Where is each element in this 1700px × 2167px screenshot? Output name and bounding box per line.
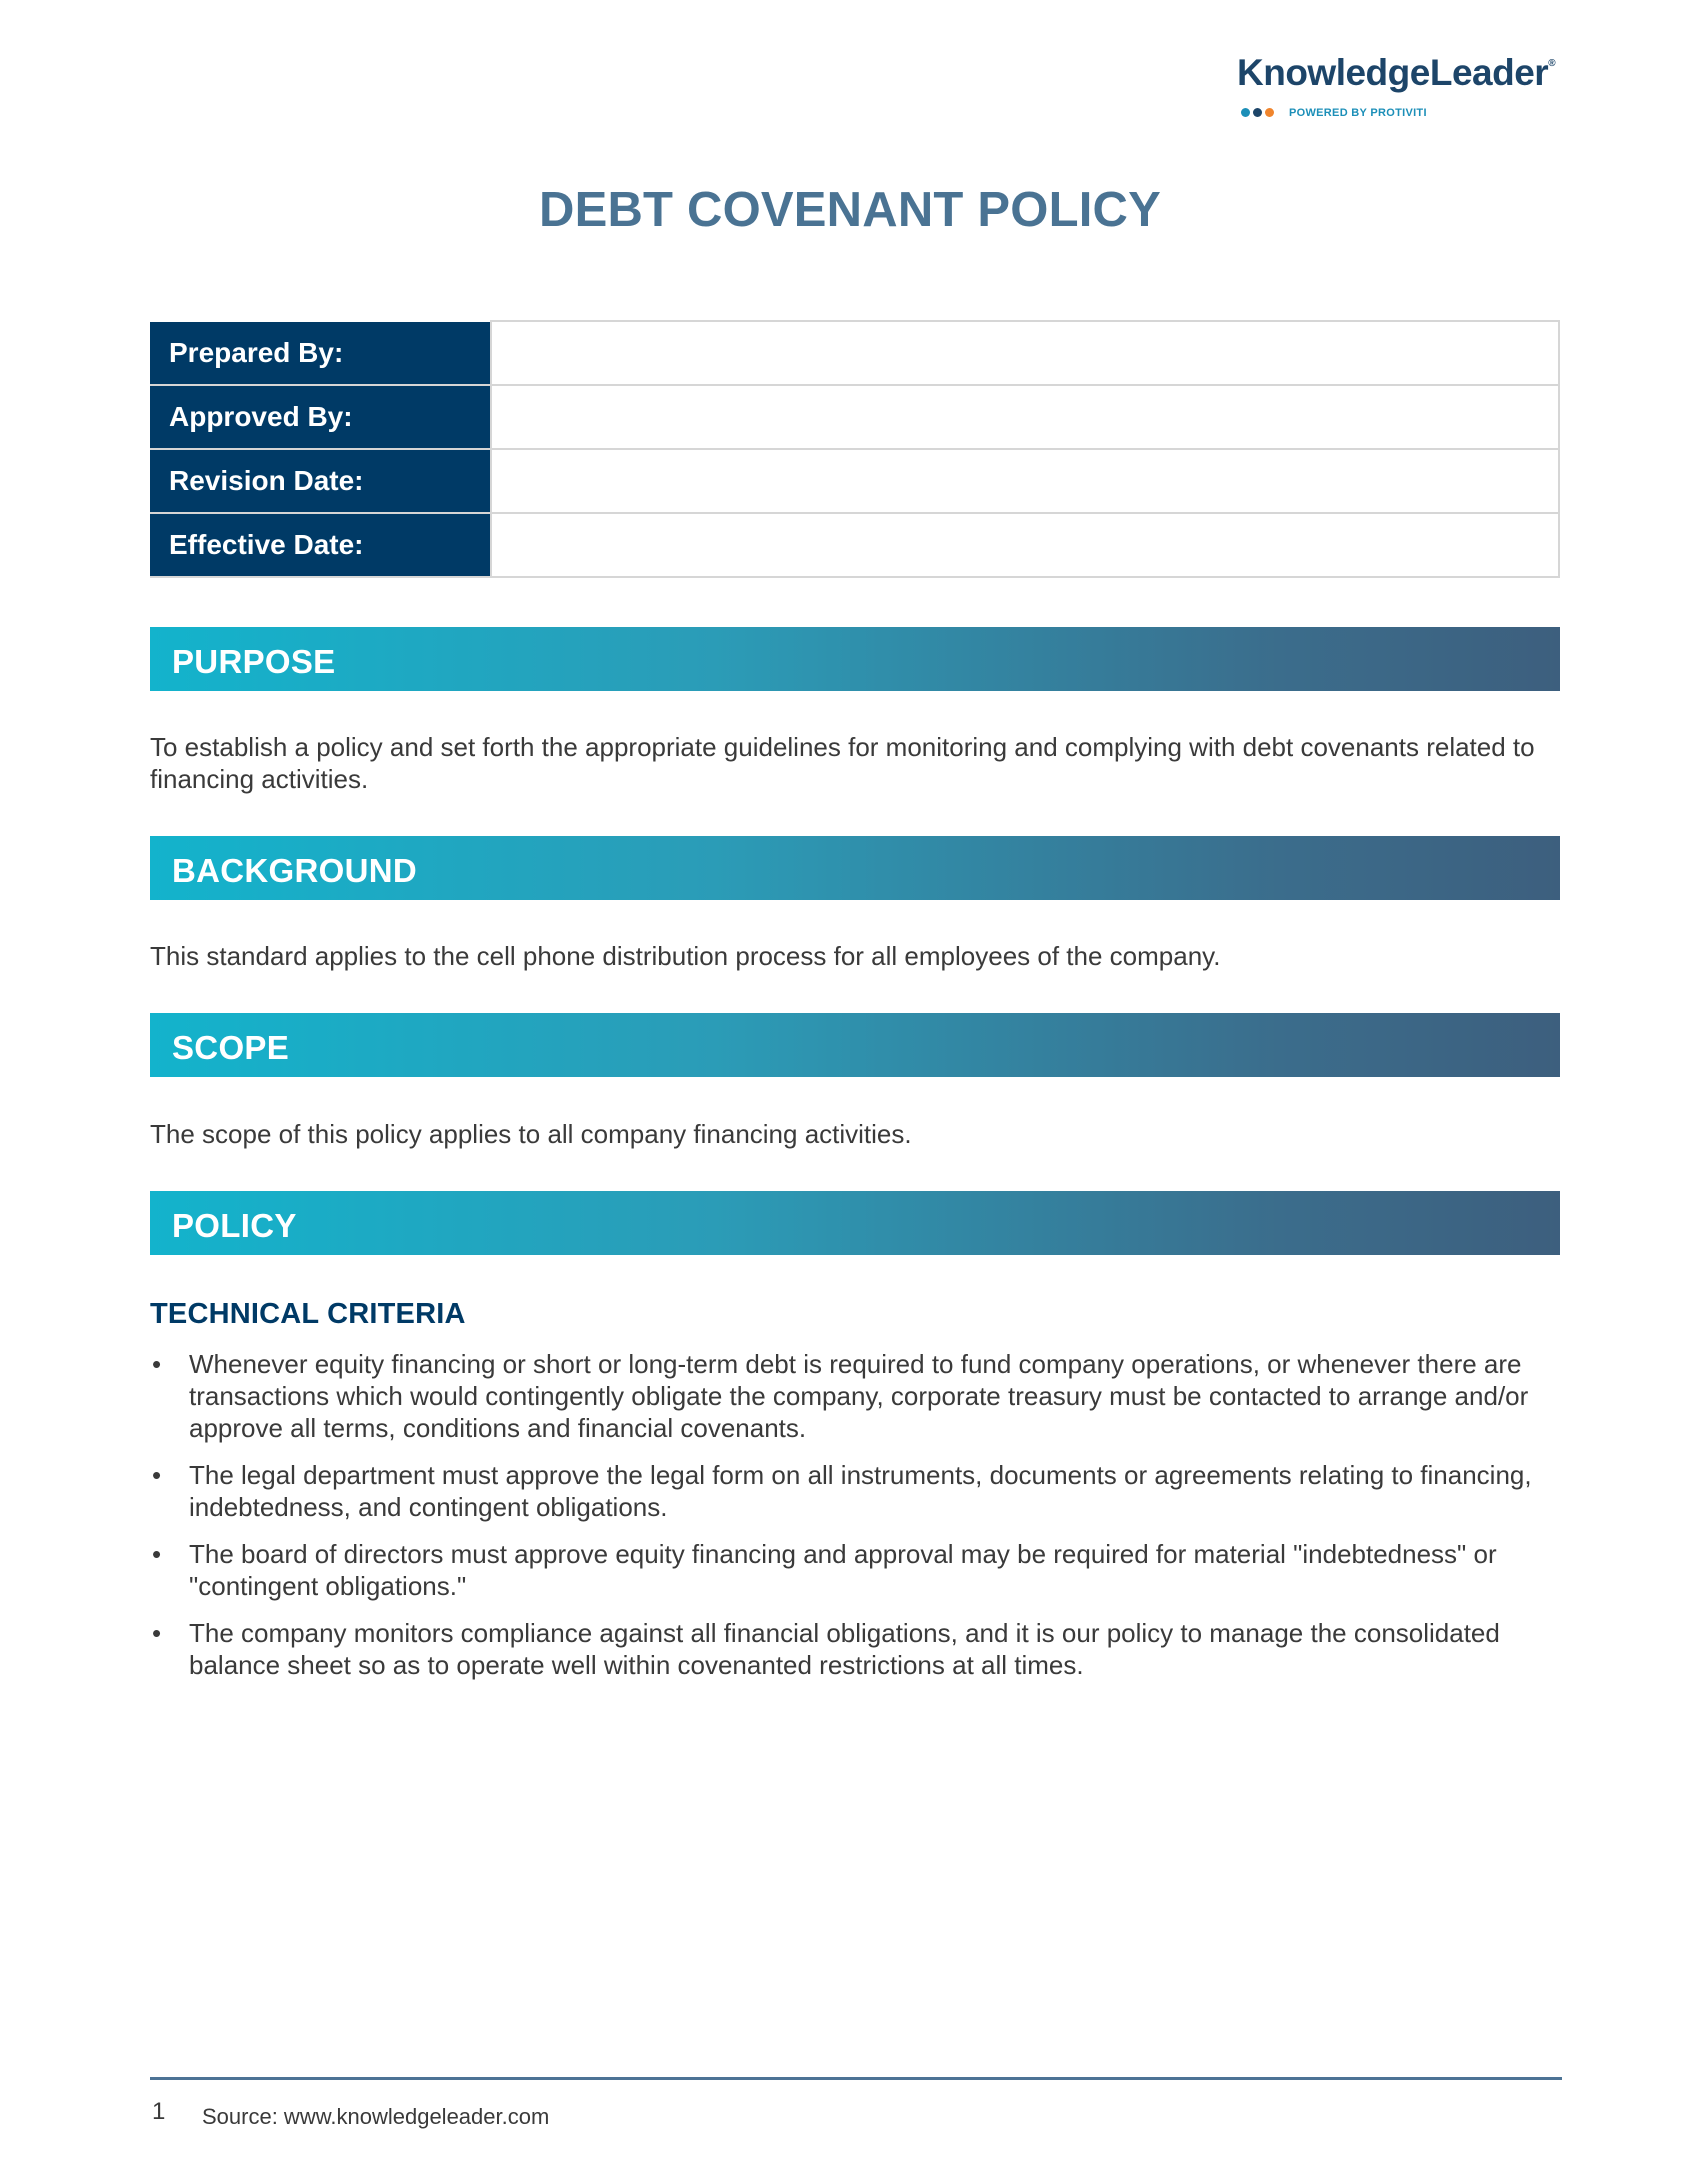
list-item-text: The legal department must approve the legal form on all instruments, documents or agreements relating to financing, indebtedness, and contingent obligations. bbox=[189, 1460, 1532, 1522]
logo-wordmark bbox=[1237, 52, 1555, 94]
list-item-text: The board of directors must approve equity financing and approval may be required for material "indebtedness" or "contingent obligations." bbox=[189, 1539, 1497, 1601]
section-bar-purpose bbox=[150, 627, 1560, 691]
section-bar-background bbox=[150, 836, 1560, 900]
meta-label-prepared-by: Prepared By: bbox=[151, 321, 491, 385]
list-item-text: The company monitors compliance against all financial obligations, and it is our policy to manage the consolidated balance sheet so as to operate well within covenanted restrictions at all times. bbox=[189, 1618, 1500, 1680]
bullet-icon: • bbox=[152, 1539, 162, 1569]
page-number: 1 bbox=[152, 2098, 166, 2125]
document-title: DEBT COVENANT POLICY bbox=[539, 183, 1161, 237]
bullet-icon: • bbox=[152, 1618, 162, 1648]
meta-row-revision-date bbox=[151, 449, 1559, 513]
section-heading-purpose: PURPOSE bbox=[172, 643, 336, 680]
meta-row-prepared-by bbox=[151, 321, 1559, 385]
meta-value-prepared-by bbox=[491, 321, 1559, 385]
list-item-text: Whenever equity financing or short or long-term debt is required to fund company operations, or whenever there are transactions which would contingently obligate the company, corporate treasury must be contacted to arrange and/or approve all terms, conditions and financial covenants. bbox=[189, 1349, 1529, 1443]
logo-dot-3 bbox=[1265, 108, 1274, 117]
meta-row-effective-date bbox=[151, 513, 1559, 577]
bullet-icon: • bbox=[152, 1349, 162, 1379]
list-item bbox=[150, 1617, 1570, 1681]
list-item bbox=[150, 1459, 1570, 1523]
purpose-text: To establish a policy and set forth the appropriate guidelines for monitoring and complying with debt covenants related to financing activities. bbox=[150, 732, 1535, 794]
logo-dot-1 bbox=[1241, 108, 1250, 117]
meta-value-revision-date bbox=[491, 449, 1559, 513]
document-meta-table bbox=[150, 320, 1560, 578]
footer-source: Source: www.knowledgeleader.com bbox=[202, 2104, 550, 2129]
list-item bbox=[150, 1538, 1570, 1602]
logo-dot-2 bbox=[1253, 108, 1262, 117]
scope-text: The scope of this policy applies to all company financing activities. bbox=[150, 1119, 912, 1149]
section-heading-scope: SCOPE bbox=[172, 1029, 290, 1066]
meta-label-revision-date: Revision Date: bbox=[151, 449, 491, 513]
meta-row-approved-by bbox=[151, 385, 1559, 449]
logo-trademark: ® bbox=[1548, 58, 1556, 69]
meta-label-approved-by: Approved By: bbox=[151, 385, 491, 449]
meta-label-effective-date: Effective Date: bbox=[151, 513, 491, 577]
section-bar-policy bbox=[150, 1191, 1560, 1255]
meta-value-effective-date bbox=[491, 513, 1559, 577]
technical-criteria-list bbox=[150, 1348, 1570, 1696]
knowledgeleader-logo bbox=[1237, 52, 1567, 122]
footer-divider bbox=[150, 2077, 1562, 2080]
section-bar-scope bbox=[150, 1013, 1560, 1077]
logo-dots-icon bbox=[1241, 108, 1274, 117]
section-heading-policy: POLICY bbox=[172, 1207, 297, 1244]
bullet-icon: • bbox=[152, 1460, 162, 1490]
meta-value-approved-by bbox=[491, 385, 1559, 449]
list-item bbox=[150, 1348, 1570, 1444]
logo-wordmark-text: KnowledgeLeader bbox=[1237, 52, 1549, 93]
subheading-technical-criteria: TECHNICAL CRITERIA bbox=[150, 1298, 466, 1330]
section-heading-background: BACKGROUND bbox=[172, 852, 417, 889]
logo-tagline: POWERED BY PROTIVITI bbox=[1289, 107, 1427, 119]
background-text: This standard applies to the cell phone distribution process for all employees of the company. bbox=[150, 941, 1221, 971]
